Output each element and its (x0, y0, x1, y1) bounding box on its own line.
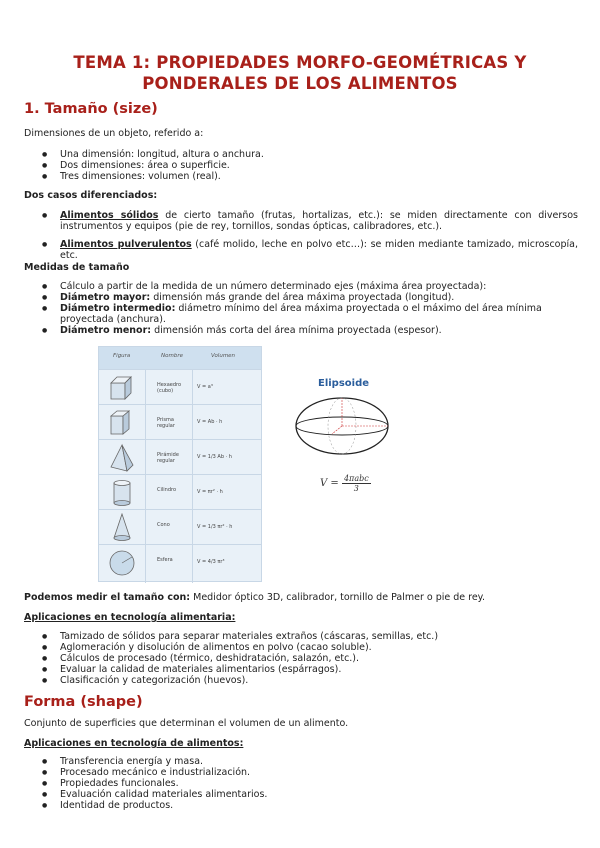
ellipsoid-formula (320, 474, 371, 493)
table-row (99, 474, 261, 510)
measure-term: Diámetro intermedio: (60, 303, 176, 314)
volume-cell (193, 510, 263, 545)
measure-tools-label: Podemos medir el tamaño con: (24, 592, 191, 603)
table-header (99, 347, 261, 369)
ellipsoid-title: Elipsoide (318, 378, 370, 389)
measure-tools-text: Medidor óptico 3D, calibrador, tornillo de Palmer o pie de rey. (190, 592, 485, 603)
list-item: ● Tamizado de sólidos para separar materiales extraños (cáscaras, semillas, etc.) (42, 631, 438, 642)
case-text: (café molido, leche en polvo etc…): se miden mediante tamizado, microscopía, etc. (60, 239, 578, 261)
table-row (99, 369, 261, 405)
shape-name: Pirámide regular (157, 452, 179, 464)
shape-name-cell (146, 370, 193, 405)
cases-list (42, 210, 578, 261)
shape-name: Esfera (157, 557, 173, 563)
measure-term: Diámetro mayor: (60, 292, 151, 303)
shape-name-cell (146, 475, 193, 510)
list-item: ● Dos dimensiones: área o superficie. (42, 160, 264, 171)
volume-formula: V = πr² · h (197, 489, 223, 495)
volume-cell (193, 545, 263, 583)
measure-text: Cálculo a partir de la medida de un número determinado ejes (máxima área proyectada): (60, 281, 487, 292)
list-item: ● Identidad de productos. (42, 800, 267, 811)
shape-name: Cono (157, 522, 170, 528)
volume-cell (193, 370, 263, 405)
list-item (42, 210, 578, 232)
case-term: Alimentos pulverulentos (60, 239, 192, 250)
shape-applications-heading: Aplicaciones en tecnología de alimentos: (24, 738, 244, 749)
shape-name-cell (146, 545, 193, 583)
shape-name-cell (146, 510, 193, 545)
volume-cell (193, 405, 263, 440)
list-item: ● Procesado mecánico e industrialización. (42, 767, 267, 778)
list-item (42, 292, 578, 303)
cone-figure-cell (99, 510, 146, 545)
volume-cell (193, 440, 263, 475)
case-term: Alimentos sólidos (60, 210, 159, 221)
sphere-figure-cell (99, 545, 146, 583)
cube-icon (105, 373, 139, 403)
volume-table-figure (98, 346, 262, 582)
shape-name: Hexaedro (cubo) (157, 382, 182, 394)
shape-applications-list (42, 756, 267, 811)
measures-list (42, 281, 578, 336)
cube-figure-cell (99, 370, 146, 405)
shape-name: Prisma regular (157, 417, 175, 429)
pyramid-figure-cell (99, 440, 146, 475)
measure-tools (24, 592, 485, 603)
cylinder-figure-cell (99, 475, 146, 510)
table-row (99, 509, 261, 545)
formula-lhs: V = (320, 478, 339, 489)
list-item: ● Evaluación calidad materiales alimentarios. (42, 789, 267, 800)
measures-heading: Medidas de tamaño (24, 262, 130, 273)
list-item: ● Clasificación y categorización (huevos). (42, 675, 438, 686)
size-intro: Dimensiones de un objeto, referido a: (24, 128, 204, 139)
volume-formula: V = 4/3 πr³ (197, 559, 225, 565)
volume-formula: V = 1/3 πr² · h (197, 524, 233, 530)
page-title: TEMA 1: PROPIEDADES MORFO-GEOMÉTRICAS Y PONDERALES DE LOS ALIMENTOS (73, 53, 527, 93)
list-item: ● Transferencia energía y masa. (42, 756, 267, 767)
volume-formula: V = 1/3 Ab · h (197, 454, 232, 460)
food-tech-applications-heading: Aplicaciones en tecnología alimentaria: (24, 612, 236, 623)
table-header-cell: Volumen (211, 353, 236, 359)
measure-text: dimensión más corta del área mínima proyectada (espesor). (151, 325, 442, 336)
list-item (42, 325, 578, 336)
list-item: ● Cálculos de procesado (térmico, deshidratación, salazón, etc.). (42, 653, 438, 664)
list-item: ● Aglomeración y disolución de alimentos en polvo (cacao soluble). (42, 642, 438, 653)
list-item: ● Una dimensión: longitud, altura o anchura. (42, 149, 264, 160)
cone-icon (105, 513, 139, 543)
case-text: de cierto tamaño (frutas, hortalizas, etc.): se miden directamente con diversos instrumentos y equipos (pie de rey, tornillos, sondas ópticas, calibradores, etc.). (60, 210, 578, 232)
cases-heading: Dos casos diferenciados: (24, 190, 158, 201)
size-applications-list (42, 631, 438, 686)
table-row (99, 439, 261, 475)
list-item (42, 281, 578, 292)
formula-numerator: 4πabc (343, 474, 369, 483)
measure-text: dimensión más grande del área máxima proyectada (longitud). (150, 292, 455, 303)
table-row (99, 404, 261, 440)
volume-cell (193, 475, 263, 510)
section-heading-shape: Forma (shape) (24, 694, 143, 710)
volume-formula: V = a³ (197, 384, 213, 390)
table-header-cell: Nombre (161, 353, 183, 359)
shape-name: Cilindro (157, 487, 177, 493)
shape-name-cell (146, 405, 193, 440)
section-heading-size: 1. Tamaño (size) (24, 101, 158, 117)
table-row (99, 544, 261, 583)
formula-denominator: 3 (353, 484, 359, 493)
list-item (42, 239, 578, 261)
pyramid-icon (105, 443, 139, 473)
prism-figure-cell (99, 405, 146, 440)
shape-name-cell (146, 440, 193, 475)
prism-icon (105, 408, 139, 438)
formula-fraction (342, 474, 371, 493)
volume-formula: V = Ab · h (197, 419, 223, 425)
sphere-icon (105, 548, 139, 578)
measure-text: diámetro mínimo del área máxima proyectada o el máximo del área mínima proyectada (anchura). (60, 303, 542, 325)
shape-intro: Conjunto de superficies que determinan el volumen de un alimento. (24, 718, 349, 729)
table-header-cell: Figura (113, 353, 131, 359)
measure-term: Diámetro menor: (60, 325, 152, 336)
list-item (42, 303, 578, 325)
ellipsoid-diagram (292, 392, 392, 456)
cylinder-icon (105, 478, 139, 508)
list-item: ● Propiedades funcionales. (42, 778, 267, 789)
dimensions-list (42, 149, 264, 182)
list-item: ● Evaluar la calidad de materiales alimentarios (espárragos). (42, 664, 438, 675)
list-item: ● Tres dimensiones: volumen (real). (42, 171, 264, 182)
